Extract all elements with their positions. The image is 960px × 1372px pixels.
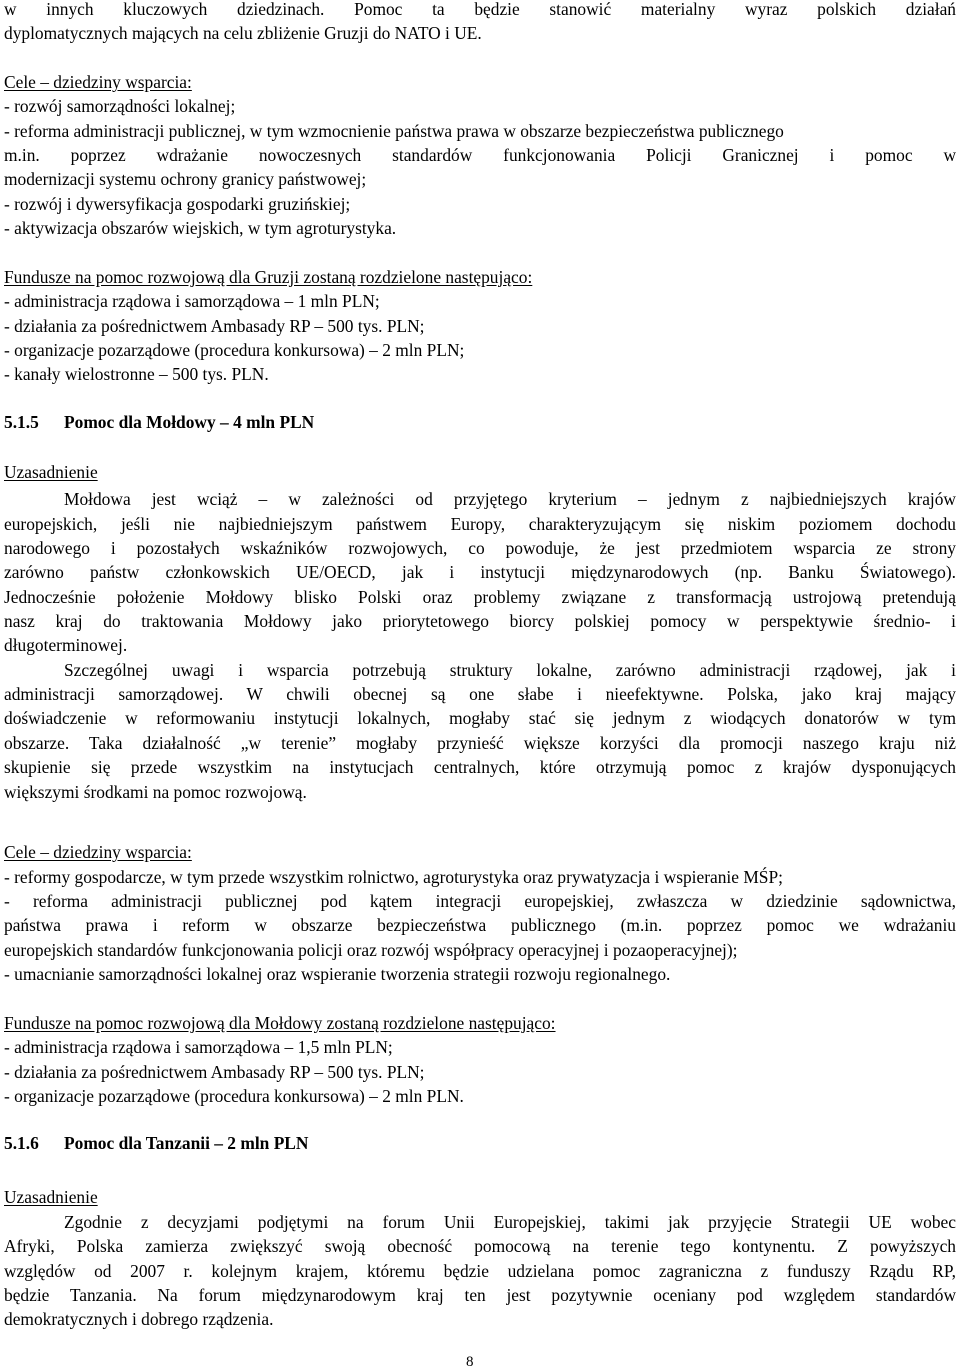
list-item: państwa prawa i reform w obszarze bezpieczeństwa publicznego (m.in. poprzez pomoc we wdrażaniu [4,915,956,935]
page-number: 8 [466,1354,474,1370]
justification-label: Uzasadnienie [4,1187,98,1207]
paragraph-line: będzie Tanzania. Na forum międzynarodowym kraj ten jest pozytywnie oceniany pod względem standardów [4,1285,956,1305]
paragraph-line: Szczególnej uwagi i wsparcia potrzebują struktury lokalne, zarówno administracji rządowej, jak i [64,660,956,680]
section-heading-goals-georgia: Cele – dziedziny wsparcia: [4,72,192,92]
list-item: m.in. poprzez wdrażanie nowoczesnych standardów funkcjonowania Policji Granicznej i pomoc w [4,145,956,165]
section-heading-goals-moldova: Cele – dziedziny wsparcia: [4,842,192,862]
list-item: - działania za pośrednictwem Ambasady RP – 500 tys. PLN; [4,1062,425,1082]
subsection-heading-moldova [4,410,314,434]
section-title: Pomoc dla Tanzanii – 2 mln PLN [64,1133,309,1153]
list-item: - działania za pośrednictwem Ambasady RP – 500 tys. PLN; [4,316,425,336]
paragraph-line: narodowego i pozostałych wskaźników rozwojowych, co powoduje, że jest przedmiotem wsparcia ze strony [4,538,956,558]
paragraph-line: obszarze. Taka działalność „w terenie” mogłaby przynieść większe korzyści dla promocji naszego kraju niż [4,733,956,753]
paragraph-line: europejskich, jeśli nie najbiedniejszym państwem Europy, charakteryzującym się niskim poziomem dochodu [4,514,956,534]
justification-label: Uzasadnienie [4,462,98,482]
paragraph-line: Zgodnie z decyzjami podjętymi na forum Unii Europejskiej, takimi jak przyjęcie Strategii UE wobec [64,1212,956,1232]
section-number: 5.1.5 [4,412,39,432]
paragraph-line: Afryki, Polska zamierza zwiększyć swoją obecność pomocową na terenie tego kontynentu. Z powyższych [4,1236,956,1256]
list-item: - reformy gospodarcze, w tym przede wszystkim rolnictwo, agroturystyka oraz prywatyzacja i wspieranie MŚP; [4,867,783,887]
paragraph-line: administracji samorządowej. W chwili obecnej są one słabe i nieefektywne. Polska, jako kraj mający [4,684,956,704]
list-item: - organizacje pozarządowe (procedura konkursowa) – 2 mln PLN. [4,1086,464,1106]
paragraph-line: zarówno państw członkowskich UE/OECD, jak i instytucji międzynarodowych (np. Banku Światowego). [4,562,956,582]
paragraph-line: względów od 2007 r. kolejnym krajem, któremu będzie udzielana pomoc zagraniczna z funduszy Rządu RP, [4,1261,956,1281]
list-item: europejskich standardów funkcjonowania policji oraz rozwój współpracy operacyjnej i pozaoperacyjnej); [4,940,738,960]
list-item: - kanały wielostronne – 500 tys. PLN. [4,364,269,384]
paragraph-line: doświadczenie w reformowaniu instytucji lokalnych, mogłaby stać się jednym z wiodących donatorów w tym [4,708,956,728]
section-heading-funds-georgia: Fundusze na pomoc rozwojową dla Gruzji zostaną rozdzielone następująco: [4,267,533,287]
list-item: - reforma administracji publicznej pod kątem integracji europejskiej, zwłaszcza w dziedzinie sądownictwa, [4,891,956,911]
list-item: - administracja rządowa i samorządowa – 1,5 mln PLN; [4,1037,393,1057]
section-title: Pomoc dla Mołdowy – 4 mln PLN [64,412,315,432]
paragraph-line: skupienie się przede wszystkim na instytucjach centralnych, które otrzymują pomoc z krajów dysponujących [4,757,956,777]
paragraph-line: Mołdowa jest wciąż – w zależności od przyjętego kryterium – jednym z najbiedniejszych krajów [64,489,956,509]
list-item: - umacnianie samorządności lokalnej oraz wspieranie tworzenia strategii rozwoju regionalnego. [4,964,671,984]
body-text-line: w innych kluczowych dziedzinach. Pomoc ta będzie stanowić materialny wyraz polskich działań [4,0,956,19]
section-heading-funds-moldova: Fundusze na pomoc rozwojową dla Mołdowy zostaną rozdzielone następująco: [4,1013,556,1033]
subsection-heading-tanzania [4,1131,308,1155]
list-item: modernizacji systemu ochrony granicy państwowej; [4,169,367,189]
list-item: - aktywizacja obszarów wiejskich, w tym agroturystyka. [4,218,397,238]
list-item: - administracja rządowa i samorządowa – 1 mln PLN; [4,291,380,311]
list-item: - organizacje pozarządowe (procedura konkursowa) – 2 mln PLN; [4,340,465,360]
paragraph-line: długoterminowej. [4,635,128,655]
paragraph-line: nasz kraj do traktowania Mołdowy jako priorytetowego biorcy polskiej pomocy w perspektywie średnio- i [4,611,956,631]
section-number: 5.1.6 [4,1133,39,1153]
paragraph-line: demokratycznych i dobrego rządzenia. [4,1309,274,1329]
paragraph-line: większymi środkami na pomoc rozwojową. [4,782,307,802]
list-item: - rozwój i dywersyfikacja gospodarki gruzińskiej; [4,194,351,214]
list-item: - rozwój samorządności lokalnej; [4,96,236,116]
paragraph-line: Jednocześnie położenie Mołdowy blisko Polski oraz problemy związane z transformacją ustrojową pretendują [4,587,956,607]
body-text-line: dyplomatycznych mających na celu zbliżenie Gruzji do NATO i UE. [4,23,482,43]
list-item: - reforma administracji publicznej, w tym wzmocnienie państwa prawa w obszarze bezpieczeństwa publicznego [4,121,784,141]
